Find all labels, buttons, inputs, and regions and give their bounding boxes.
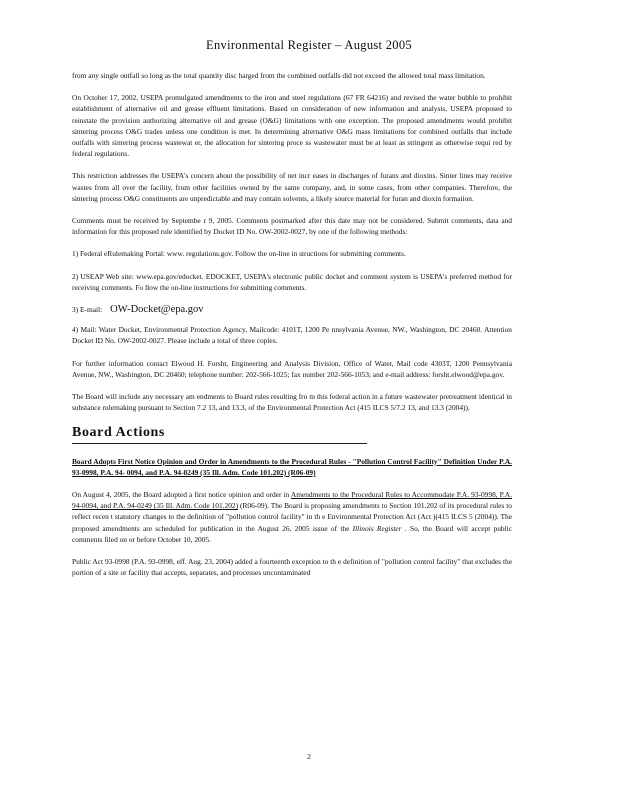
email-address: OW-Docket@epa.gov: [110, 304, 204, 316]
paragraph: On October 17, 2002, USEPA promulgated amendments to the iron and steel regulations (67 FR 64216) and revised the water bubble to prohibit establishment of alternative oil and grease effluent limitations. Based on consideration of new information and analysis, USEPA proposed to reinstate the provision authorizing alternative oil and grease (O&G) limitations with one exception. The proposed amendments would prohibit sintering process O&G trades unless one condition is met. In determining alternative O&G mass limitations for combined outfalls that include outfalls with sintering process wastewat er, the allocation for sintering proce ss wastewater must be at least as stringent as otherwise requi red by federal regulations.: [72, 93, 512, 159]
paragraph: 4) Mail: Water Docket, Environmental Protection Agency, Mailcode: 4101T, 1200 Pe nnsylvania Avenue, NW., Washington, DC 20460. Attention Docket ID No. OW-2002-0027. Please include a total of three copies.: [72, 325, 512, 346]
paragraph: [72, 489, 512, 545]
running-header: Environmental Register – August 2005: [206, 38, 412, 52]
publication-title: Illinois Register: [352, 523, 402, 533]
paragraph: 2) USEAP Web site: www.epa.gov/edocket. EDOCKET, USEPA's electronic public docket and comment system is USEPA's preferred method for receiving comments. Fo llow the on-line instructions for submitting comments.: [72, 271, 512, 292]
email-paragraph: [72, 304, 512, 315]
text-run: On August 4, 2005, the Board adopted a first notice opinion and order in: [72, 490, 291, 500]
email-label: 3) E-mail:: [72, 305, 103, 315]
paragraph: from any single outfall so long as the total quantity disc harged from the combined outfalls did not exceed the allowed total mass limitation.: [72, 71, 486, 80]
section-divider: [72, 443, 367, 444]
paragraph: The Board will include any necessary am endments to Board rules resulting fro m this federal action in a future wastewater pretreatment identical in substance rulemaking pursuant to Section 7.2 13, and 13.3, of the Environmental Protection Act (415 ILCS 5/7.2 13, and 13.3 (2004)).: [72, 392, 512, 413]
page-number: 2: [307, 752, 311, 761]
paragraph: For further information contact Elwood H. Forsht, Engineering and Analysis Division, Office of Water, Mail code 4303T, 1200 Pennsylvania Avenue, NW., Washington, DC 20460; telephone number: 202-566-1025; fax number 202-566-1053; and e-mail address: forsht.elwood@epa.gov.: [72, 358, 512, 379]
paragraph: Public Act 93-0998 (P.A. 93-0998, eff. Aug. 23, 2004) added a fourteenth exception to th e definition of "pollution control facility" that excludes the portion of a site or facility that accepts, separates, and processes uncontaminated: [72, 557, 512, 578]
document-body: [72, 70, 512, 590]
paragraph: Comments must be received by Septembe r 9, 2005. Comments postmarked after this date may not be considered. Submit comments, data and information for this proposed rule identified by Docket ID No. OW-2002-0027, by one of the following methods:: [72, 216, 512, 237]
item-heading: Board Adopts First Notice Opinion and Order in Amendments to the Procedural Rules - "Pollution Control Facility" Definition Under P.A. 93-0998, P.A. 94- 0094, and P.A. 94-0249 (35 Ill. Adm. Code 101.202) (R06-09): [72, 456, 512, 477]
section-title: Board Actions: [72, 425, 165, 441]
case-title: Amendments to the Procedural Rules to Accommodate P.A. 93-0998, P.A. 94-0094, and P.A. 94-0249 (35 Ill. Adm. Code 101.202): [72, 490, 512, 511]
text-run: . So, the Board will accept public comments filed on or before October 10, 2005.: [72, 523, 513, 544]
paragraph: This restriction addresses the USEPA's concern about the possibility of net incr eases in discharges of furans and dioxins. Sinter lines may receive wastes from all over the facility, from other facilities owned by the same company, and, in some cases, from other companies. Therefore, the sintering process O&G constituents are unpredictable and may contain solvents, a likely source material for furan and dioxin formation.: [72, 171, 512, 203]
paragraph: 1) Federal eRulemaking Portal: www. regulations.gov. Follow the on-line in structions for submitting comments.: [72, 249, 406, 259]
text-run: (R06-09). The Board is proposing amendments to Section 101.202 of its procedural rules to reflect recen t statutory changes to the definition of "pollution control facility" in th e Environmental Protection Act (Act )(415 ILCS 5 (2004)). The proposed amendments are scheduled for publication in the August 26, 2005 issue of the: [72, 501, 512, 533]
